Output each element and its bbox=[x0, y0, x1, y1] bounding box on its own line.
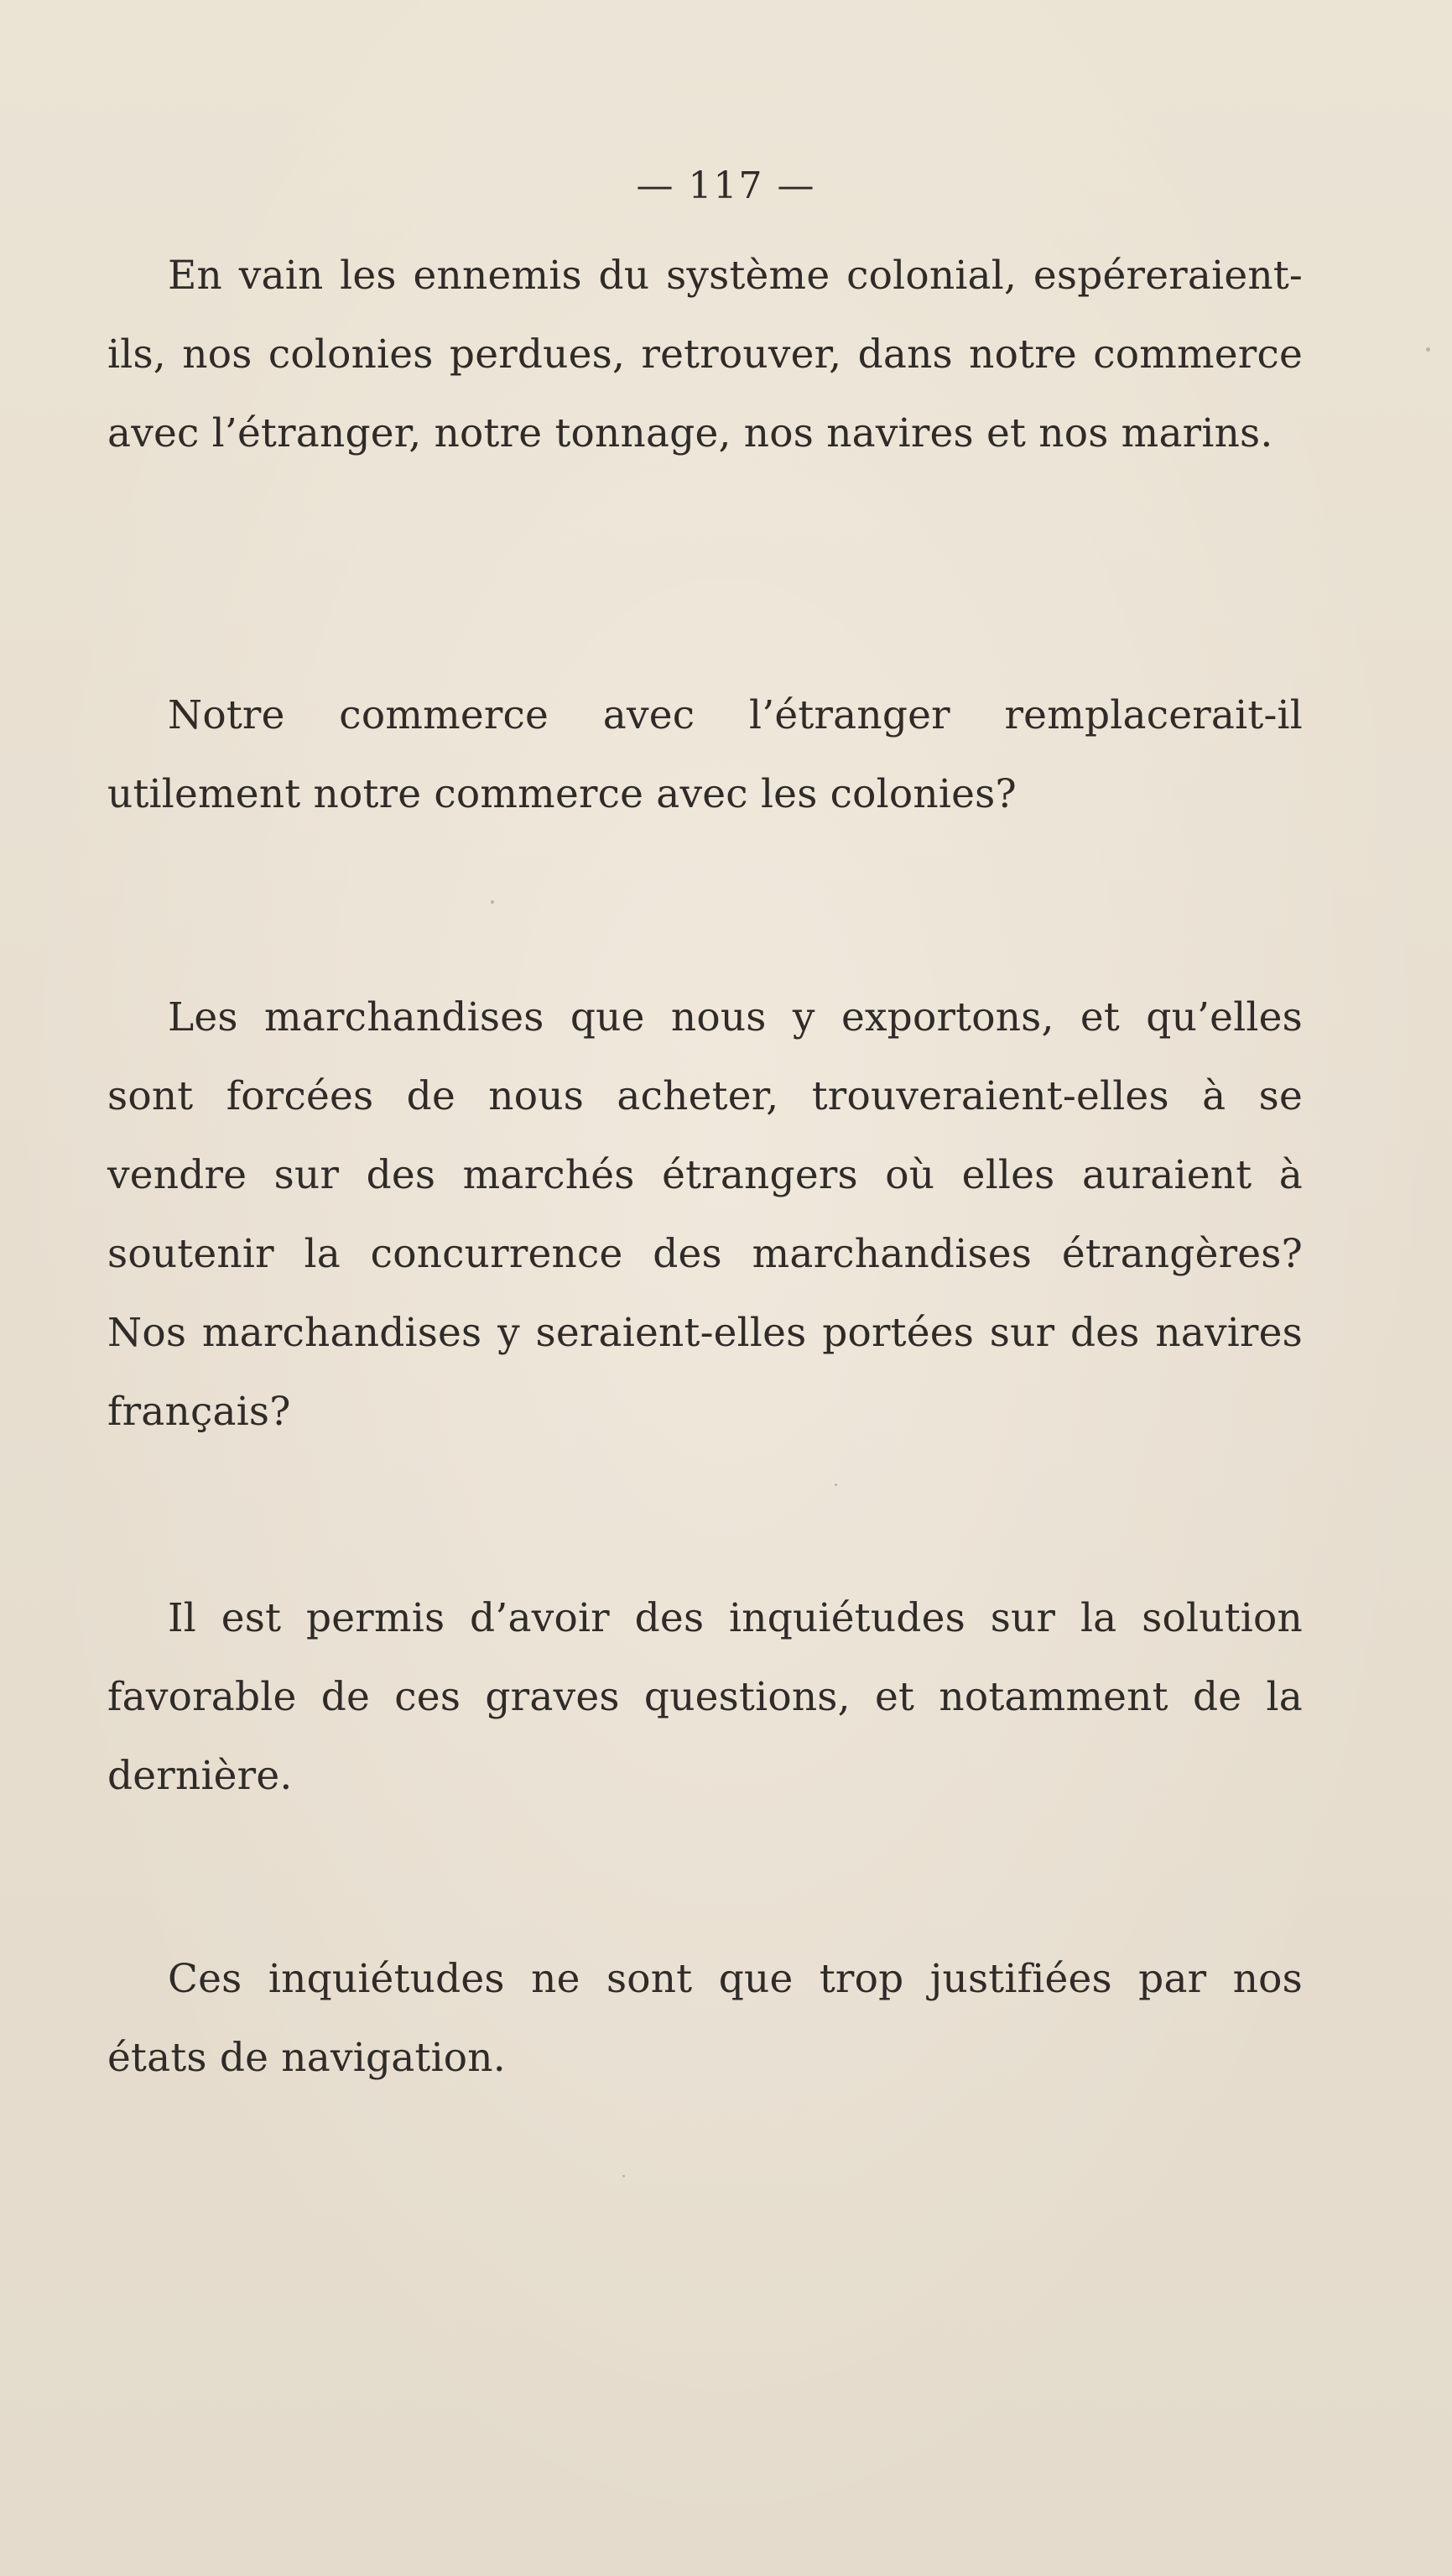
paper-speck bbox=[491, 900, 494, 904]
paragraph-foreign-commerce: Notre commerce avec l’étranger remplacerait-il utilement notre commerce avec les colonies? bbox=[107, 692, 1303, 817]
page-number: — 117 — bbox=[636, 164, 816, 207]
paragraph-concerns: Il est permis d’avoir des inquiétudes sur la solution favorable de ces graves questions, et notamment de la dernière. bbox=[107, 1595, 1303, 1799]
paragraph-colonial-system: En vain les ennemis du système colonial, espéreraient-ils, nos colonies perdues, retrouver, dans notre commerce avec l’étranger, notre tonnage, nos navires et nos marins. bbox=[107, 253, 1303, 456]
paper-speck bbox=[622, 2175, 625, 2177]
paper-speck bbox=[835, 1484, 837, 1486]
paper-speck bbox=[1426, 347, 1430, 352]
paragraph-merchandise-exports: Les marchandises que nous y exportons, et qu’elles sont forcées de nous acheter, trouveraient-elles à se vendre sur des marchés étrangers où elles auraient à soutenir la concurrence des marchandises étrangères? Nos marchandises y seraient-elles portées sur des navires français? bbox=[107, 994, 1303, 1435]
paragraph-navigation-states: Ces inquiétudes ne sont que trop justifiées par nos états de navigation. bbox=[107, 1956, 1303, 2081]
